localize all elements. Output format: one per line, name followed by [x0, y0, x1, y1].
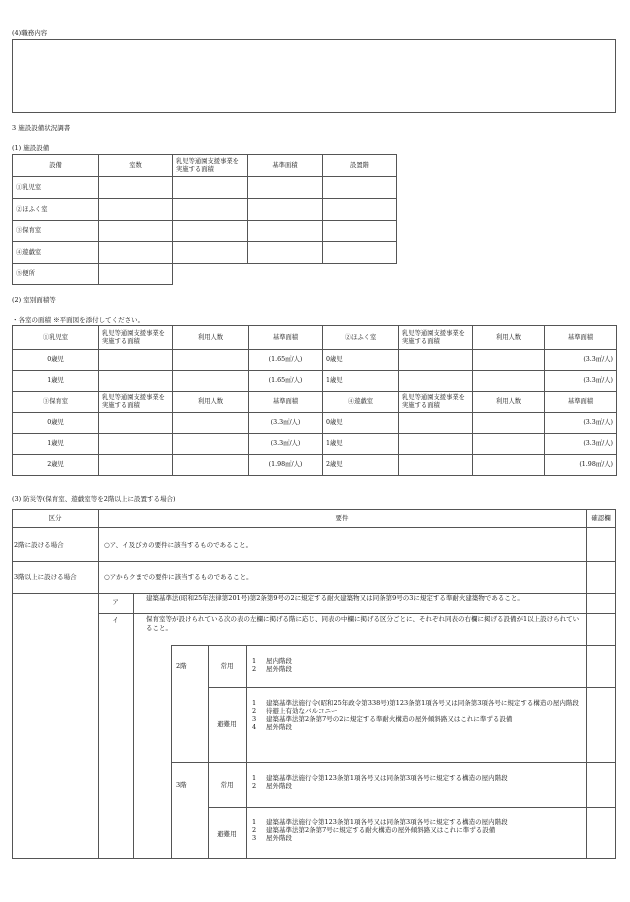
room-cell[interactable]: [473, 371, 545, 392]
f3-jouyou-list: 1 建築基準法施行令第123条第1項各号又は同条第3項各号に規定する構造の屋内階段 2 屋外階段: [252, 774, 508, 790]
facility-cell[interactable]: [323, 199, 397, 221]
facility-name: ②ほふく室: [13, 199, 99, 221]
rooms-header: 乳児等通園支援事業を実施する面積: [399, 326, 473, 350]
rooms-header: 利用人数: [173, 392, 249, 413]
standard-area: (3.3㎡/人): [545, 434, 617, 455]
standard-area: (1.98㎡/人): [545, 455, 617, 476]
facility-cell[interactable]: [173, 242, 248, 264]
facility-cell[interactable]: [99, 221, 173, 242]
jouyou-3f: 常用: [220, 781, 234, 789]
f3-jouyou-check[interactable]: [587, 763, 616, 807]
rooms-header: 基準面積: [545, 392, 617, 413]
room-cell[interactable]: [99, 434, 173, 455]
facility-name: ⑤便所: [13, 264, 99, 285]
jouyou-2f: 常用: [220, 662, 234, 670]
rooms-table: [12, 325, 617, 476]
facilities-heading: (1) 施設設備: [12, 144, 50, 152]
item-a-label: ア: [112, 598, 119, 606]
facilities-header: 乳児等通園支援事業を実施する面積: [173, 155, 248, 177]
rooms-header: 基準面積: [249, 326, 323, 350]
facility-cell[interactable]: [173, 199, 248, 221]
standard-area: (3.3㎡/人): [545, 413, 617, 434]
f2-jouyou-list: 1 屋内階段 2 屋外階段: [252, 657, 292, 673]
item-i-text: 保育室等が設けられている次の表の左欄に掲げる階に応じ、同表の中欄に掲げる区分ごとに、それぞれ同表の右欄に掲げる設備が1以上設けられていること。: [146, 615, 580, 632]
age-label: 0歳児: [13, 413, 99, 434]
floor-3f: 3階: [176, 781, 187, 789]
rooms-header: 利用人数: [473, 392, 545, 413]
facilities-table-toilet: [12, 263, 173, 285]
col-youken: 要件: [335, 514, 349, 522]
facility-cell[interactable]: [248, 199, 323, 221]
f3-hinan-list: 1 建築基準法施行令第123条第1項各号又は同条第3項各号に規定する構造の屋内階段 2 建築基準法第2条第7号に規定する耐火構造の屋外傾斜路又はこれに準ずる設備 3 屋外階段: [252, 818, 508, 842]
standard-area: (1.65㎡/人): [249, 371, 323, 392]
rooms-header: 利用人数: [173, 326, 249, 350]
rooms-header: 基準面積: [545, 326, 617, 350]
col-kakunin: 確認欄: [591, 514, 611, 522]
rooms-header: ②ほふく室: [323, 326, 399, 350]
rooms-header: 乳児等通園支援事業を実施する面積: [99, 326, 173, 350]
age-label: 1歳児: [323, 434, 399, 455]
facility-cell[interactable]: [323, 221, 397, 242]
facility-name: ③保育室: [13, 221, 99, 242]
standard-area: (1.98㎡/人): [249, 455, 323, 476]
facility-name: ④遊戯室: [13, 242, 99, 264]
room-cell[interactable]: [399, 413, 473, 434]
room-cell[interactable]: [473, 455, 545, 476]
standard-area: (3.3㎡/人): [545, 350, 617, 371]
standard-area: (1.65㎡/人): [249, 350, 323, 371]
age-label: 1歳児: [13, 371, 99, 392]
room-cell[interactable]: [173, 434, 249, 455]
rooms-header: 利用人数: [473, 326, 545, 350]
room-cell[interactable]: [173, 350, 249, 371]
f2-hinan-check[interactable]: [587, 688, 616, 762]
facility-cell[interactable]: [99, 264, 173, 285]
f2-hinan-list: 1 建築基準法施行令(昭和25年政令第338号)第123条第1項各号又は同条第3項各号に規定する構造の屋内階段 2 待避上有効なバルコニー 3 建築基準法第2条第7号の2に規定する準耐火構造の屋外傾斜路又はこれに準ずる設備 4 屋外階段: [252, 699, 579, 731]
age-label: 2歳児: [13, 455, 99, 476]
room-cell[interactable]: [173, 371, 249, 392]
room-cell[interactable]: [99, 350, 173, 371]
rooms-header: 基準面積: [249, 392, 323, 413]
facilities-header: 設置階: [323, 155, 397, 177]
item-a-check[interactable]: [587, 594, 616, 613]
floor3-check[interactable]: [587, 562, 616, 593]
facility-cell[interactable]: [248, 221, 323, 242]
room-cell[interactable]: [473, 434, 545, 455]
age-label: 0歳児: [323, 413, 399, 434]
floor3-text: ○アからクまでの要件に該当するものであること。: [104, 573, 253, 581]
rooms-header: ④遊戯室: [323, 392, 399, 413]
duties-heading: (4)職務内容: [12, 29, 48, 37]
hinan-3f: 避難用: [217, 830, 237, 838]
facility-cell[interactable]: [99, 242, 173, 264]
item-a-text: 建築基準法(昭和25年法律第201号)第2条第9号の2に規定する耐火建築物又は同条第9号の3に規定する準耐火建築物であること。: [146, 594, 524, 602]
facilities-header: 基準面積: [248, 155, 323, 177]
rooms-header: 乳児等通園支援事業を実施する面積: [99, 392, 173, 413]
facility-cell[interactable]: [248, 177, 323, 199]
room-cell[interactable]: [399, 350, 473, 371]
facility-cell[interactable]: [99, 177, 173, 199]
f3-hinan-check[interactable]: [587, 808, 616, 859]
room-cell[interactable]: [173, 455, 249, 476]
disaster-heading: (3) 防災等(保育室、遊戯室等を2階以上に設置する場合): [12, 495, 176, 503]
rooms-note: ・各室の面積 ※平面図を添付してください。: [12, 316, 145, 324]
facility-name: ①乳児室: [13, 177, 99, 199]
facility-cell[interactable]: [173, 177, 248, 199]
standard-area: (3.3㎡/人): [249, 413, 323, 434]
room-cell[interactable]: [173, 413, 249, 434]
room-cell[interactable]: [99, 371, 173, 392]
room-cell[interactable]: [399, 455, 473, 476]
room-cell[interactable]: [99, 413, 173, 434]
floor2-label: 2階に設ける場合: [14, 541, 64, 549]
standard-area: (3.3㎡/人): [545, 371, 617, 392]
facilities-header: 設備: [13, 155, 99, 177]
room-cell[interactable]: [399, 371, 473, 392]
rooms-heading: (2) 室別面積等: [12, 296, 56, 304]
section3-heading: 3 施設設備状況調書: [12, 124, 71, 132]
floor2-check[interactable]: [587, 528, 616, 561]
age-label: 1歳児: [13, 434, 99, 455]
facility-cell[interactable]: [173, 221, 248, 242]
facility-cell[interactable]: [323, 242, 397, 264]
facility-cell[interactable]: [248, 242, 323, 264]
room-cell[interactable]: [99, 455, 173, 476]
duties-textbox[interactable]: [12, 39, 616, 113]
item-i-label: イ: [112, 616, 119, 624]
facilities-header: 室数: [99, 155, 173, 177]
age-label: 2歳児: [323, 455, 399, 476]
rooms-header: ③保育室: [13, 392, 99, 413]
col-kubun: 区分: [48, 514, 62, 522]
age-label: 1歳児: [323, 371, 399, 392]
floor-2f: 2階: [176, 662, 187, 670]
floor2-text: ○ア、イ及びカの要件に該当するものであること。: [104, 541, 253, 549]
rooms-header: ①乳児室: [13, 326, 99, 350]
facility-cell[interactable]: [323, 177, 397, 199]
f2-jouyou-check[interactable]: [587, 646, 616, 687]
rooms-header: 乳児等通園支援事業を実施する面積: [399, 392, 473, 413]
age-label: 0歳児: [13, 350, 99, 371]
room-cell[interactable]: [399, 434, 473, 455]
facilities-table: [12, 154, 397, 264]
hinan-2f: 避難用: [217, 720, 237, 728]
facility-cell[interactable]: [99, 199, 173, 221]
standard-area: (3.3㎡/人): [249, 434, 323, 455]
room-cell[interactable]: [473, 413, 545, 434]
floor3-label: 3階以上に設ける場合: [14, 573, 77, 581]
room-cell[interactable]: [473, 350, 545, 371]
age-label: 0歳児: [323, 350, 399, 371]
